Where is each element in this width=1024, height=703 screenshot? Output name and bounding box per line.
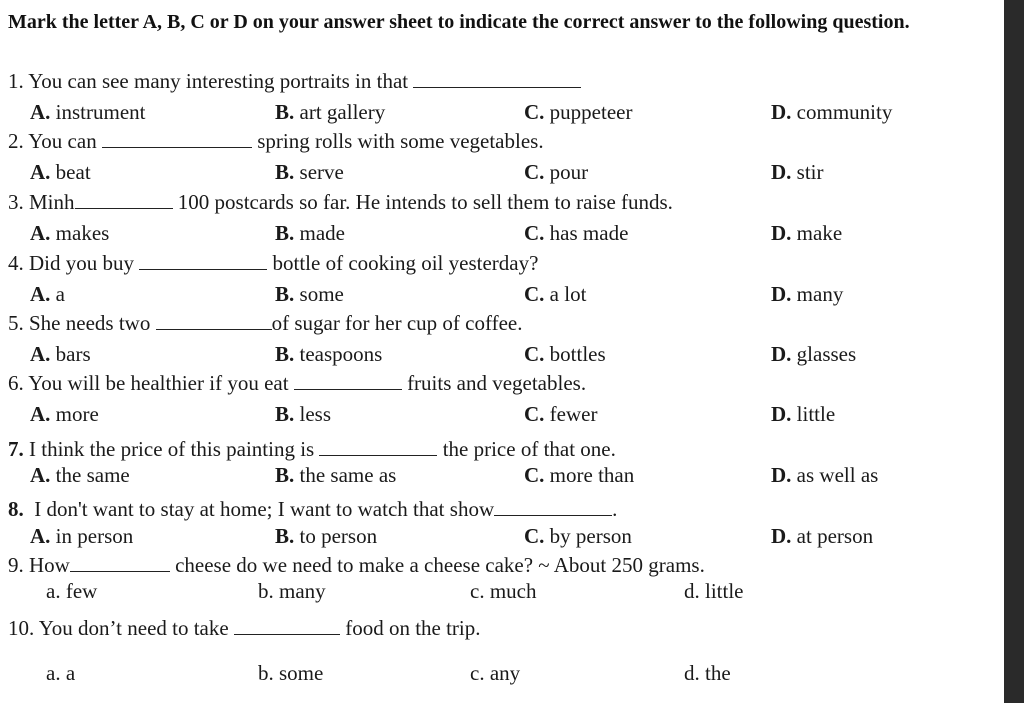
option-text: stir [796,160,824,184]
question-number: 4. [8,251,24,275]
option-letter: C. [524,100,545,124]
option-text: by person [549,524,632,548]
option-letter: B. [275,402,295,426]
question-5 [8,310,523,336]
option-d[interactable] [771,462,878,488]
question-3 [8,189,673,215]
option-b[interactable] [275,523,377,549]
answer-blank[interactable] [75,190,173,209]
option-text: pour [549,160,589,184]
option-letter: A. [30,524,51,548]
question-number: 7. [8,437,24,461]
option-text: a [55,282,65,306]
question-text-after: bottle of cooking oil yesterday? [272,251,539,275]
option-letter: A. [30,160,51,184]
question-text-after: spring rolls with some vegetables. [257,129,544,153]
option-letter: D. [771,402,792,426]
question-1 [8,68,581,94]
option-letter: C. [524,342,545,366]
option-text: glasses [796,342,857,366]
option-a[interactable] [30,159,91,185]
question-text-after: 100 postcards so far. He intends to sell them to raise funds. [177,190,673,214]
option-letter: C. [524,282,545,306]
question-text-before: Minh [29,190,75,214]
question-text-after: fruits and vegetables. [407,371,587,395]
answer-blank[interactable] [139,251,267,270]
option-letter: a. [46,661,61,685]
option-letter: A. [30,282,51,306]
question-text-before: You can see many interesting portraits in that [28,69,409,93]
option-letter: D. [771,524,792,548]
option-a[interactable] [30,99,146,125]
option-text: much [489,579,537,603]
option-a[interactable] [46,660,75,686]
instructions-heading: Mark the letter A, B, C or D on your answer sheet to indicate the correct answer to the following question. [8,11,910,33]
option-letter: D. [771,100,792,124]
option-b[interactable] [258,578,326,604]
option-letter: D. [771,463,792,487]
answer-blank[interactable] [413,69,581,88]
option-a[interactable] [30,401,99,427]
question-text-before: I don't want to stay at home; I want to watch that show [34,497,495,521]
option-c[interactable] [524,523,632,549]
option-d[interactable] [771,523,873,549]
option-text: some [299,282,344,306]
option-b[interactable] [275,220,345,246]
option-letter: C. [524,463,545,487]
option-text: serve [299,160,344,184]
option-text: little [796,402,836,426]
option-a[interactable] [30,220,109,246]
answer-blank[interactable] [156,311,272,330]
option-d[interactable] [771,99,892,125]
question-text-before: Did you buy [29,251,134,275]
answer-blank[interactable] [70,553,170,572]
option-text: community [796,100,893,124]
option-b[interactable] [275,159,344,185]
option-letter: b. [258,579,274,603]
option-letter: B. [275,524,295,548]
question-text-before: I think the price of this painting is [29,437,315,461]
question-2 [8,128,544,154]
option-d[interactable] [771,341,856,367]
option-text: beat [55,160,91,184]
option-b[interactable] [275,401,331,427]
question-text-after: . [612,497,618,521]
option-letter: D. [771,221,792,245]
option-c[interactable] [524,159,588,185]
option-c[interactable] [470,660,520,686]
option-text: to person [299,524,378,548]
question-number: 8. [8,497,24,521]
option-letter: B. [275,342,295,366]
question-number: 3. [8,190,24,214]
option-c[interactable] [524,99,632,125]
option-letter: B. [275,463,295,487]
option-text: bottles [549,342,606,366]
option-b[interactable] [275,341,382,367]
option-text: any [489,661,521,685]
option-c[interactable] [524,462,634,488]
question-text-after: of sugar for her cup of coffee. [271,311,523,335]
option-letter: D. [771,160,792,184]
option-letter: D. [771,342,792,366]
option-d[interactable] [771,281,843,307]
question-number: 2. [8,129,24,153]
option-text: more than [549,463,635,487]
question-9 [8,552,705,578]
option-letter: A. [30,463,51,487]
question-text-before: You can [28,129,97,153]
option-b[interactable] [275,462,396,488]
option-b[interactable] [258,660,323,686]
answer-blank[interactable] [294,371,402,390]
option-letter: B. [275,100,295,124]
option-text: a lot [549,282,587,306]
option-d[interactable] [684,578,744,604]
option-letter: a. [46,579,61,603]
option-c[interactable] [524,401,597,427]
option-text: bars [55,342,91,366]
option-text: few [65,579,98,603]
option-text: the same as [299,463,397,487]
question-number: 9. [8,553,24,577]
option-a[interactable] [46,578,97,604]
question-6 [8,370,586,396]
screen-edge-bar [1004,0,1024,703]
option-letter: b. [258,661,274,685]
answer-blank[interactable] [494,497,612,516]
option-text: teaspoons [299,342,383,366]
question-4 [8,250,538,276]
option-text: little [705,579,744,603]
option-letter: A. [30,402,51,426]
option-d[interactable] [684,660,731,686]
question-number: 1. [8,69,24,93]
option-letter: B. [275,160,295,184]
option-text: make [796,221,843,245]
option-text: makes [55,221,110,245]
option-text: puppeteer [549,100,633,124]
question-8 [8,496,617,522]
option-text: has made [549,221,629,245]
option-text: a [65,661,76,685]
option-letter: d. [684,661,700,685]
option-letter: B. [275,282,295,306]
question-text-after: cheese do we need to make a cheese cake? ~ About 250 grams. [175,553,705,577]
option-d[interactable] [771,220,842,246]
option-letter: C. [524,221,545,245]
option-c[interactable] [524,281,586,307]
question-number: 6. [8,371,24,395]
option-text: the same [55,463,130,487]
option-letter: C. [524,402,545,426]
answer-blank[interactable] [234,616,340,635]
option-text: some [279,661,324,685]
option-b[interactable] [275,99,385,125]
option-a[interactable] [30,462,130,488]
option-text: many [279,579,326,603]
question-text-after: food on the trip. [345,616,481,640]
option-text: made [299,221,345,245]
option-letter: c. [470,579,485,603]
answer-blank[interactable] [102,129,252,148]
option-a[interactable] [30,523,133,549]
option-text: many [796,282,844,306]
question-text-before: You will be healthier if you eat [28,371,289,395]
option-text: fewer [549,402,598,426]
option-d[interactable] [771,401,835,427]
option-c[interactable] [524,341,606,367]
option-d[interactable] [771,159,824,185]
option-text: the [705,661,731,685]
option-b[interactable] [275,281,344,307]
question-text-after: the price of that one. [442,437,616,461]
question-text-before: How [29,553,70,577]
option-text: in person [55,524,134,548]
question-10 [8,615,481,641]
option-a[interactable] [30,341,91,367]
question-number: 10. [8,616,35,640]
option-text: instrument [55,100,146,124]
option-letter: d. [684,579,700,603]
option-text: art gallery [299,100,386,124]
option-letter: D. [771,282,792,306]
answer-blank[interactable] [319,437,437,456]
option-text: at person [796,524,874,548]
option-letter: A. [30,221,51,245]
question-text-before: She needs two [29,311,151,335]
question-text-before: You don’t need to take [38,616,229,640]
option-letter: c. [470,661,485,685]
option-a[interactable] [30,281,65,307]
option-letter: B. [275,221,295,245]
question-number: 5. [8,311,24,335]
question-7 [8,436,616,462]
option-text: less [299,402,332,426]
option-letter: A. [30,342,51,366]
option-text: more [55,402,99,426]
option-letter: C. [524,524,545,548]
option-letter: C. [524,160,545,184]
option-c[interactable] [524,220,628,246]
option-c[interactable] [470,578,536,604]
option-letter: A. [30,100,51,124]
option-text: as well as [796,463,879,487]
